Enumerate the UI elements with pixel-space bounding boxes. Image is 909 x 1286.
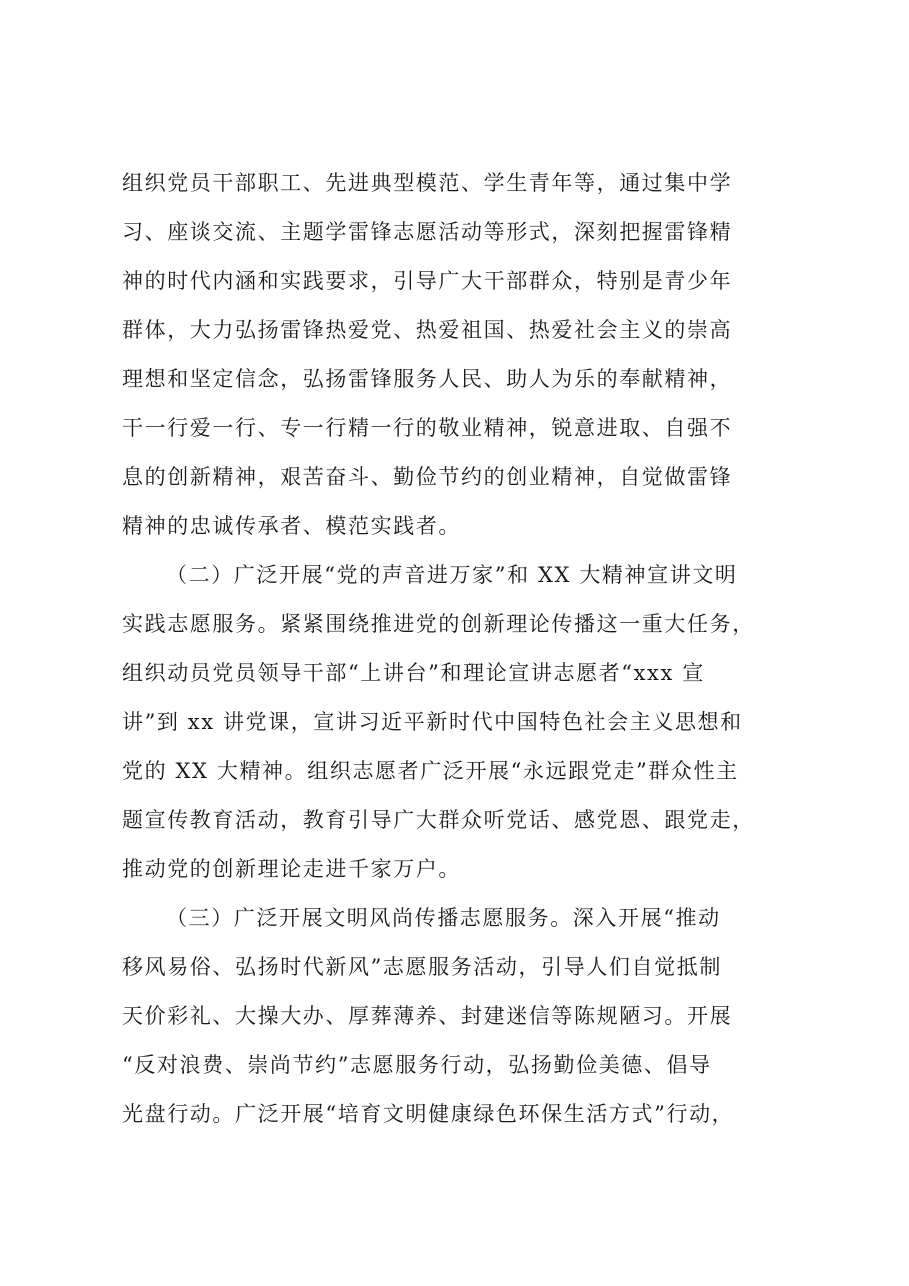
text-line: 神的时代内涵和实践要求，引导广大干部群众，特别是青少年 (122, 269, 733, 293)
text-line: 光盘行动。广泛开展“培育文明健康绿色环保生活方式”行动， (122, 1102, 735, 1126)
text-line: 息的创新精神，艰苦奋斗、勤俭节约的创业精神，自觉做雷锋 (122, 465, 733, 489)
text-line: 干一行爱一行、专一行精一行的敬业精神，锐意进取、自强不 (122, 416, 733, 440)
text-line: 移风易俗、弘扬时代新风”志愿服务活动，引导人们自觉抵制 (122, 955, 722, 979)
text-line: 精神的忠诚传承者、模范实践者。 (122, 514, 461, 538)
text-line: 讲”到 xx 讲党课，宣讲习近平新时代中国特色社会主义思想和 (122, 710, 743, 734)
text-line: 天价彩礼、大操大办、厚葬薄养、封建迷信等陈规陋习。开展 (122, 1004, 733, 1028)
text-line: “反对浪费、崇尚节约”志愿服务行动，弘扬勤俭美德、倡导 (122, 1053, 712, 1077)
text-line: 题宣传教育活动，教育引导广大群众听党话、感党恩、跟党走， (122, 808, 755, 832)
text-line: 实践志愿服务。紧紧围绕推进党的创新理论传播这一重大任务， (122, 612, 755, 636)
text-line: 理想和坚定信念，弘扬雷锋服务人民、助人为乐的奉献精神， (122, 367, 733, 391)
text-line: 组织动员党员领导干部“上讲台”和理论宣讲志愿者“xxx 宣 (122, 661, 705, 685)
text-line: 群体，大力弘扬雷锋热爱党、热爱祖国、热爱社会主义的崇高 (122, 318, 733, 342)
section-heading-3: （三）广泛开展文明风尚传播志愿服务。深入开展“推动 (166, 906, 721, 930)
text-line: 组织党员干部职工、先进典型模范、学生青年等，通过集中学 (122, 171, 733, 195)
text-line: 习、座谈交流、主题学雷锋志愿活动等形式，深刻把握雷锋精 (122, 220, 733, 244)
text-line: 推动党的创新理论走进千家万户。 (122, 857, 461, 881)
text-line: 党的 XX 大精神。组织志愿者广泛开展“永远跟党走”群众性主 (122, 759, 739, 783)
section-heading-2: （二）广泛开展“党的声音进万家”和 XX 大精神宣讲文明 (166, 563, 738, 587)
